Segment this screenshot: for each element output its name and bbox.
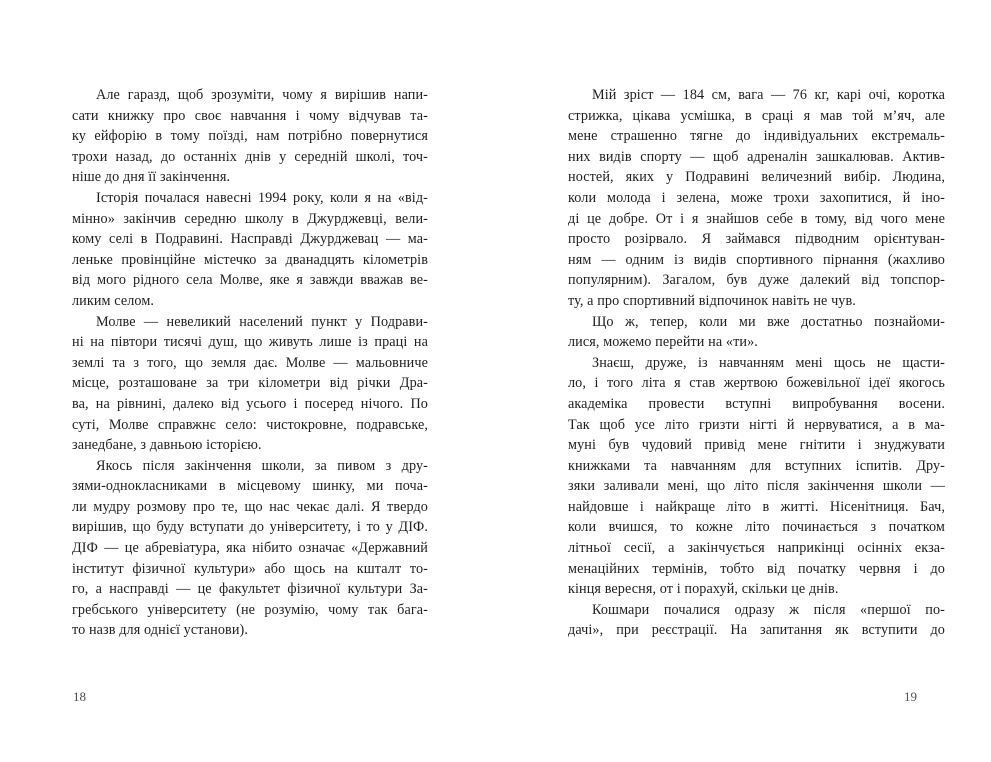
text-line: Кошмари почалися одразу ж після «першої по-: [592, 601, 945, 618]
paragraph: [72, 312, 428, 456]
text-line: мінно» закінчив середню школу в Джурджевці, вели-: [72, 210, 428, 227]
text-line: книжками та навчанням для вступних іспитів. Дру-: [568, 457, 945, 474]
text-line: зями-однокласниками в місцевому шинку, ми поча-: [72, 478, 428, 495]
text-line: ні на півтори тисячі душ, що живуть лише із праці на: [72, 334, 428, 351]
text-line: ло, і того літа я став жертвою божевільної ідеї якогось: [568, 375, 945, 392]
text-line: коли молода і зелена, може трохи захопитися, й іно-: [568, 189, 945, 206]
text-line: Знаєш, друже, із навчанням мені щось не щасти-: [592, 354, 945, 371]
text-line: ли мудру розмову про те, що нас чекає далі. Я твердо: [72, 498, 428, 515]
text-line: місце, розташоване за три кілометри від річки Дра-: [72, 375, 428, 392]
page-right-text-block: [568, 85, 945, 641]
text-line: менаційних термінів, тобто від початку червня і до: [568, 560, 945, 577]
text-line: ту, а про спортивний відпочинок навіть не чув.: [568, 292, 856, 309]
text-line: ДІФ — це абревіатура, яка нібито означає «Державний: [72, 540, 428, 557]
text-line: Так щоб усе літо гризти нігті й нервуватися, а в ма-: [568, 416, 945, 433]
paragraph: [568, 85, 945, 312]
text-line: леньке провінційне містечко за дванадцять кілометрів: [72, 251, 428, 268]
text-line: просто розірвало. Я займався підводним орієнтуван-: [568, 231, 945, 248]
text-line: то назв для однієї установи).: [72, 622, 248, 639]
text-line: них видів спорту — щоб адреналін зашкалював. Актив-: [568, 148, 945, 165]
text-line: вирішив, що буду вступати до університету, і то у ДІФ.: [72, 519, 428, 536]
text-line: суті, Молве справжнє село: чистокровне, подравське,: [72, 416, 428, 433]
text-line: Молве — невеликий населений пункт у Подрави-: [96, 313, 428, 330]
text-line: мене страшенно тягне до індивідуальних екстремаль-: [568, 128, 945, 145]
paragraph: [72, 85, 428, 188]
text-line: землі та з того, що земля дає. Молве — мальовниче: [72, 354, 428, 371]
text-line: ностей, яких у Подравині величезний вибір. Людина,: [568, 169, 945, 186]
text-line: інститут фізичної культури» або щось на кшталт то-: [72, 560, 428, 577]
text-line: Якось після закінчення школи, за пивом з дру-: [96, 457, 428, 474]
text-line: Але гаразд, щоб зрозуміти, чому я вирішив напи-: [96, 87, 428, 103]
text-line: Історія почалася навесні 1994 року, коли я на «від-: [96, 189, 428, 206]
paragraph: [568, 353, 945, 600]
page-number-right: 19: [904, 689, 917, 704]
text-line: го, а насправді — це факультет фізичної культури За-: [72, 581, 428, 598]
page-number-left: 18: [73, 689, 86, 704]
text-line: занедбане, з давньою історією.: [72, 437, 262, 454]
text-line: стрижка, цікава усмішка, в сраці я мав той м’яч, але: [568, 107, 945, 124]
text-line: ніше до дня її закінчення.: [72, 169, 231, 186]
text-line: Мій зріст — 184 см, вага — 76 кг, карі очі, коротка: [592, 87, 945, 103]
text-line: дачі», при реєстрації. На запитання як вступити до: [568, 622, 945, 639]
text-line: ку ейфорію в тому поїзді, нам потрібно повернутися: [72, 128, 428, 145]
text-line: Що ж, тепер, коли ми вже достатньо познайоми-: [592, 313, 945, 330]
text-line: ням — одним із видів спортивного пірнання (жахливо: [568, 251, 945, 268]
paragraph: [568, 312, 945, 353]
page-left-text-block: [72, 85, 428, 641]
text-line: ликим селом.: [72, 292, 155, 309]
text-line: ва, на рівнині, далеко від усього і посеред нічого. По: [72, 395, 428, 412]
text-line: коли вчишся, то кожне літо починається з початком: [568, 519, 945, 536]
text-line: зяки заливали мені, що літо після закінчення школи —: [568, 478, 945, 495]
paragraph: [72, 188, 428, 312]
page-right: [495, 0, 991, 762]
text-line: академіка провести вступні випробування восени.: [568, 395, 945, 412]
text-line: лися, можемо перейти на «ти».: [568, 334, 758, 351]
text-line: найдовше і найкраще літо в житті. Нісенітниця. Бач,: [568, 498, 945, 515]
text-line: сати книжку про своє навчання і чому відчував та-: [72, 107, 428, 124]
paragraph: [72, 456, 428, 641]
page-left: [0, 0, 495, 762]
text-line: літньої сесії, а закінчується наприкінці осінніх екза-: [568, 540, 945, 557]
text-line: гребського університету (не розумію, чому так бага-: [72, 601, 428, 618]
text-line: популярним). Загалом, був дуже далекий від топспор-: [568, 272, 945, 289]
text-line: від мого рідного села Молве, яке я завжди вважав ве-: [72, 272, 428, 289]
text-line: муні був чудовий привід мене гнітити і знуджувати: [568, 437, 945, 454]
text-line: трохи назад, до останніх днів у середній школі, точ-: [72, 148, 428, 165]
paragraph: [568, 600, 945, 641]
text-line: ді це добре. От і я знайшов себе в тому, від чого мене: [568, 210, 945, 227]
text-line: кінця вересня, от і порахуй, скільки це днів.: [568, 581, 839, 598]
text-line: кому селі в Подравині. Насправді Джурджевац — ма-: [72, 231, 428, 248]
